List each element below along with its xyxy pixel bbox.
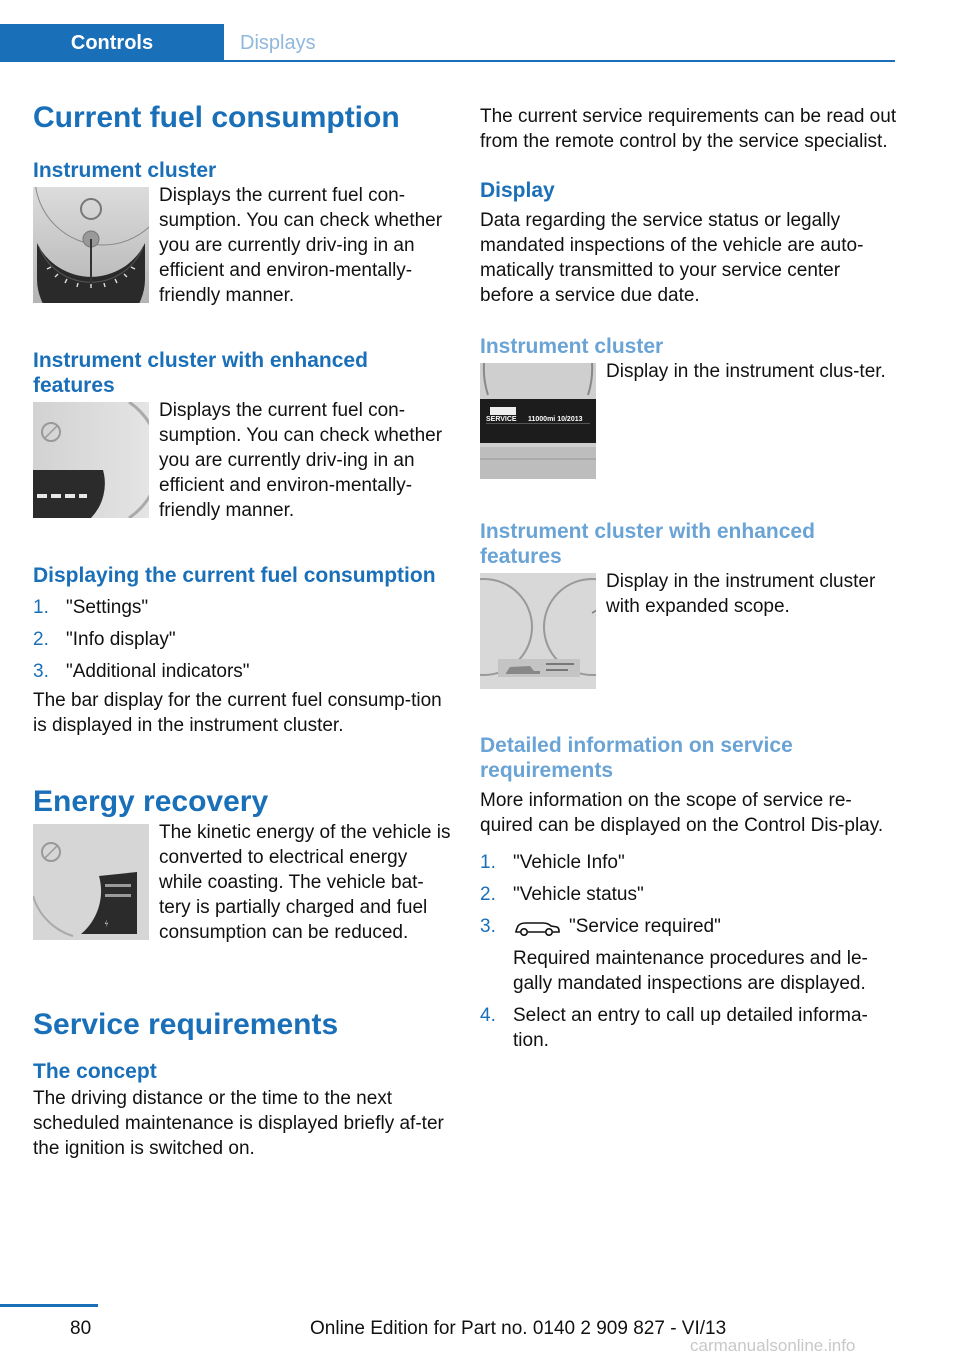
tab-displays[interactable]: Displays (240, 31, 316, 54)
vehicle-service-icon (513, 917, 561, 937)
concept-text: The driving distance or the time to the next scheduled maintenance is displayed briefly af-ter the ignition is switched on. (33, 1088, 444, 1159)
list-item: 2. "Info display" (33, 629, 176, 650)
instrument-cluster-text: Displays the current fuel con-sumption. You can check whether you are currently driv-ing in an efficient and environ-mentally-friendly manner. (159, 185, 443, 306)
service-enhanced-text: Display in the instrument cluster with expanded scope. (606, 571, 876, 617)
service-cluster-section (480, 359, 898, 479)
service-enhanced-image (480, 573, 596, 689)
heading-displaying-fuel-consumption: Displaying the current fuel consumption (33, 564, 436, 587)
heading-service-requirements: Service requirements (33, 1008, 339, 1041)
heading-detailed-information: Detailed information on service requirements (480, 734, 793, 782)
detailed-text: More information on the scope of service re-quired can be displayed on the Control Dis-play. (480, 790, 884, 836)
service-display-image (480, 363, 596, 479)
tab-controls[interactable]: Controls (0, 24, 224, 62)
list-item: 2. "Vehicle status" (480, 884, 644, 905)
instrument-cluster-enhanced-text: Displays the current fuel con-sumption. You can check whether you are currently driv-ing in an efficient and environ-mentally-friendly manner. (159, 400, 443, 521)
instrument-cluster-enhanced-section (33, 398, 453, 523)
bar-display-text: The bar display for the current fuel consump-tion is displayed in the instrument cluster. (33, 690, 442, 736)
left-column (33, 100, 453, 1161)
heading-instrument-cluster-enhanced-right: Instrument cluster with enhanced features (480, 520, 815, 568)
service-cluster-text: Display in the instrument clus-ter. (606, 361, 886, 382)
heading-energy-recovery: Energy recovery (33, 785, 269, 818)
list-item: 3. "Additional indicators" (33, 661, 250, 682)
list-item: 4. Select an entry to call up detailed informa-tion. (480, 1005, 868, 1051)
energy-recovery-section (33, 820, 453, 945)
displaying-steps-list (33, 595, 453, 684)
heading-instrument-cluster-enhanced: Instrument cluster with enhanced features (33, 349, 368, 397)
heading-the-concept: The concept (33, 1060, 157, 1083)
svg-text:⚡︎: ⚡︎ (102, 918, 112, 930)
header-tabs (0, 0, 895, 64)
fuel-gauge-image (33, 187, 149, 303)
right-column (480, 104, 898, 1060)
page-number: 80 (70, 1318, 92, 1339)
service-steps-list (480, 850, 898, 1053)
energy-recovery-gauge-image (33, 824, 149, 940)
header-rule (224, 60, 895, 62)
footer-rule (0, 1304, 98, 1307)
edition-text: Online Edition for Part no. 0140 2 909 827 - VI/13 (310, 1318, 727, 1339)
list-item: 1. "Vehicle Info" (480, 852, 625, 873)
heading-instrument-cluster: Instrument cluster (33, 159, 217, 182)
display-text: Data regarding the service status or legally mandated inspections of the vehicle are auto-matically transmitted to your service center before a service due date. (480, 210, 864, 306)
service-enhanced-section (480, 569, 898, 689)
list-item: 1. "Settings" (33, 597, 149, 618)
service-intro-text: The current service requirements can be read out from the remote control by the service specialist. (480, 106, 897, 152)
heading-current-fuel-consumption: Current fuel consumption (33, 101, 400, 134)
enhanced-fuel-gauge-image (33, 402, 149, 518)
heading-display: Display (480, 179, 555, 202)
watermark: carmanualsonline.info (690, 1336, 856, 1355)
instrument-cluster-section (33, 183, 453, 308)
heading-instrument-cluster-right: Instrument cluster (480, 335, 664, 358)
step3-subtext: Required maintenance procedures and le-gally mandated inspections are displayed. (513, 948, 868, 994)
list-item: 3. "Service required" Required maintenance procedures and le-gally mandated inspections are displayed. (480, 914, 898, 996)
energy-recovery-text: The kinetic energy of the vehicle is converted to electrical energy while coasting. The vehicle bat-tery is partially charged and fuel consumption can be reduced. (159, 822, 451, 943)
service-label: SERVICE (486, 416, 517, 423)
service-value: 11000mi 10/2013 (528, 416, 583, 423)
